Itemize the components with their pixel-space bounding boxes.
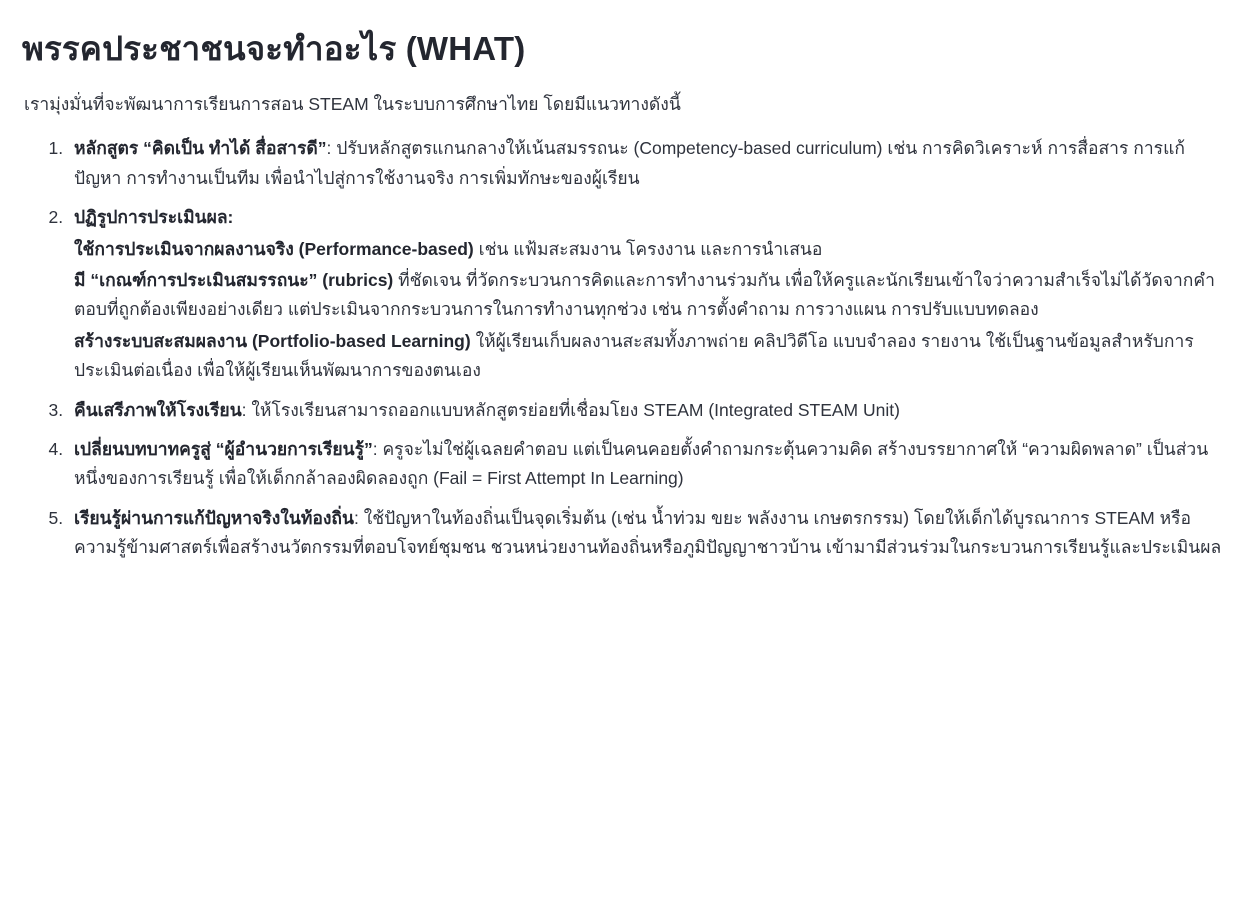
list-item-lead: ปฏิรูปการประเมินผล: — [74, 207, 234, 228]
list-item — [68, 504, 1225, 563]
list-item — [68, 203, 1225, 385]
list-item-content — [74, 504, 1225, 563]
list-item-text: : ปรับหลักสูตรแกนกลางให้เน้นสมรรถนะ (Competency-based curriculum) เช่น การคิดวิเคราะห์ การสื่อสาร การแก้ปัญหา การทำงานเป็นทีม เพื่อนำไปสู่การใช้งานจริง การเพิ่มทักษะของผู้เรียน — [74, 138, 1185, 188]
intro-paragraph: เรามุ่งมั่นที่จะพัฒนาการเรียนการสอน STEAM ในระบบการศึกษาไทย โดยมีแนวทางดังนี้ — [24, 94, 681, 115]
list-item-content — [74, 435, 1225, 494]
list-item — [68, 396, 1225, 425]
sub-item — [74, 266, 1225, 325]
sub-item — [74, 235, 1225, 264]
list-item-content — [74, 134, 1225, 193]
list-item-lead: เปลี่ยนบทบาทครูสู่ “ผู้อำนวยการเรียนรู้” — [74, 438, 373, 459]
list-item-lead: หลักสูตร “คิดเป็น ทำได้ สื่อสารดี” — [74, 138, 327, 159]
list-item — [68, 134, 1225, 193]
sub-item-text: ที่ชัดเจน ที่วัดกระบวนการคิดและการทำงานร่วมกัน เพื่อให้ครูและนักเรียนเข้าใจว่าความสำเร็จไม่ได้วัดจากคำตอบที่ถูกต้องเพียงอย่างเดียว แต่ประเมินจากกระบวนการในการทำงานทุกช่วง เช่น การตั้งคำถาม การวางแผน การปรับแบบทดลอง — [74, 269, 1215, 320]
sub-item-text: เช่น แฟ้มสะสมงาน โครงงาน และการนำเสนอ — [473, 238, 823, 259]
sub-item-lead: มี “เกณฑ์การประเมินสมรรถนะ” (rubrics) — [74, 269, 394, 290]
sub-item-text: ให้ผู้เรียนเก็บผลงานสะสมทั้งภาพถ่าย คลิปวิดีโอ แบบจำลอง รายงาน ใช้เป็นฐานข้อมูลสำหรับการประเมินต่อเนื่อง เพื่อให้ผู้เรียนเห็นพัฒนาการของตนเอง — [74, 330, 1194, 381]
list-item-text: : ให้โรงเรียนสามารถออกแบบหลักสูตรย่อยที่เชื่อมโยง STEAM (Integrated STEAM Unit) — [241, 399, 900, 420]
sub-item-lead: สร้างระบบสะสมผลงาน (Portfolio-based Learning) — [74, 330, 471, 351]
list-item-text: : ใช้ปัญหาในท้องถิ่นเป็นจุดเริ่มต้น (เช่น น้ำท่วม ขยะ พลังงาน เกษตรกรรม) โดยให้เด็กได้บูรณาการ STEAM หรือความรู้ข้ามศาสตร์เพื่อสร้างนวัตกรรมที่ตอบโจทย์ชุมชน ชวนหน่วยงานท้องถิ่นหรือภูมิปัญญาชาวบ้าน เข้ามามีส่วนร่วมในกระบวนการเรียนรู้และประเมินผล — [74, 507, 1222, 558]
list-item-content — [74, 396, 1225, 425]
policy-list — [22, 134, 1225, 562]
list-item — [68, 435, 1225, 494]
sub-item — [74, 327, 1225, 386]
list-item-lead: เรียนรู้ผ่านการแก้ปัญหาจริงในท้องถิ่น — [74, 507, 354, 528]
list-item-lead: คืนเสรีภาพให้โรงเรียน — [74, 399, 242, 420]
list-item-text: : ครูจะไม่ใช่ผู้เฉลยคำตอบ แต่เป็นคนคอยตั้งคำถามกระตุ้นความคิด สร้างบรรยากาศให้ “ความผิดพลาด” เป็นส่วนหนึ่งของการเรียนรู้ เพื่อให้เด็กกล้าลองผิดลองถูก (Fail = First Attempt In Learning) — [74, 438, 1209, 489]
list-item-content — [74, 203, 1225, 232]
sub-item-lead: ใช้การประเมินจากผลงานจริง (Performance-based) — [74, 238, 474, 259]
page-title: พรรคประชาชนจะทำอะไร (WHAT) — [22, 30, 526, 67]
